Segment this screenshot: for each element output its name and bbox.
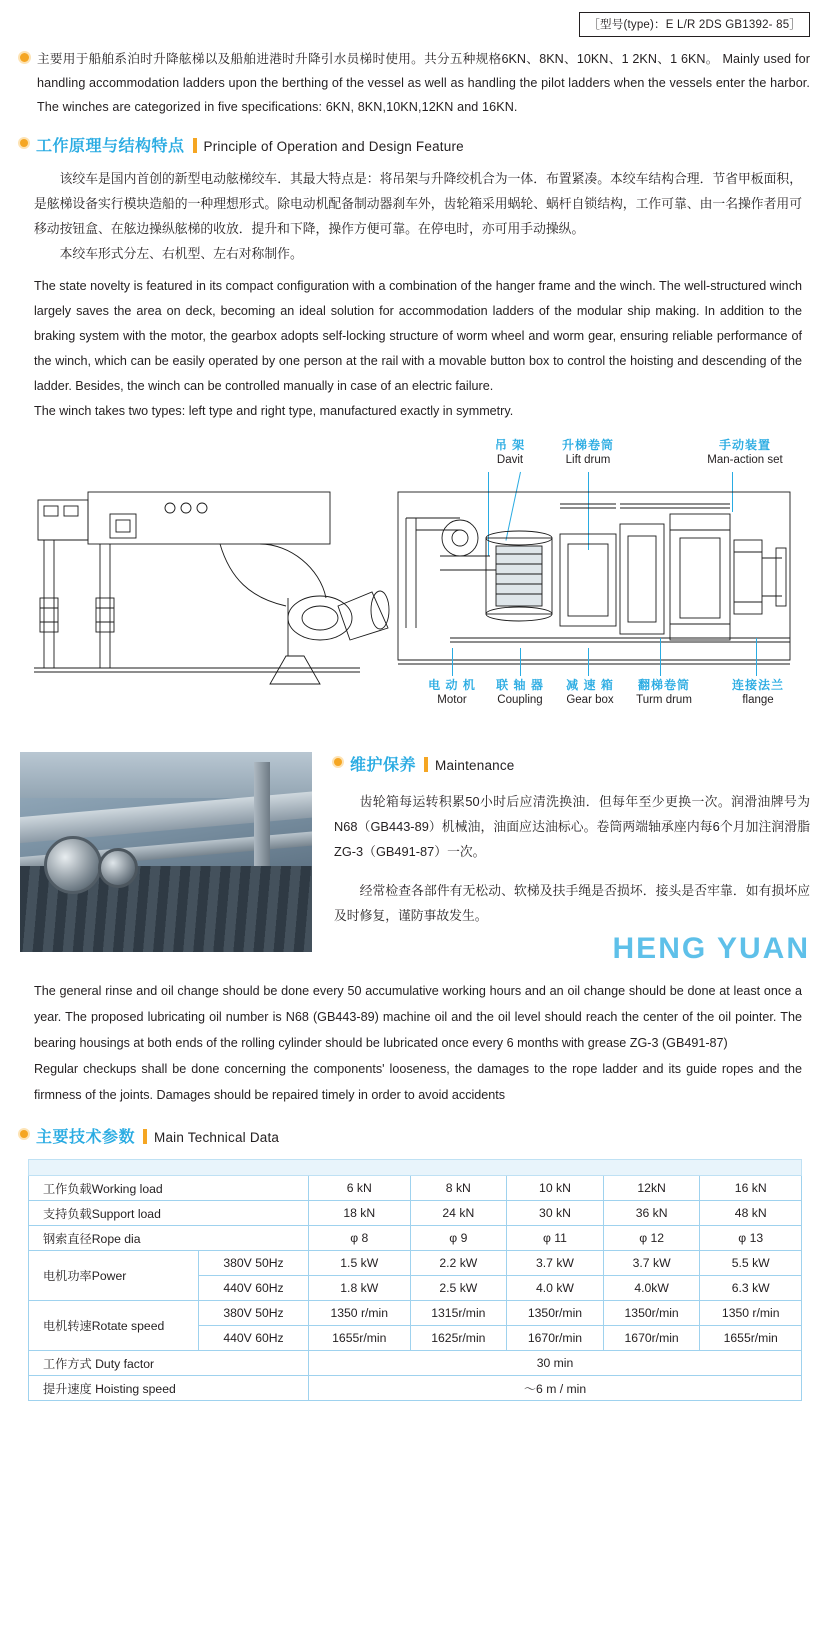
- leader-line: [660, 638, 661, 676]
- maintenance-heading: [334, 752, 810, 775]
- row-value: ～6 m / min: [309, 1376, 802, 1401]
- diagram-label-flange: [714, 678, 802, 708]
- table-band-cell: [29, 1160, 802, 1176]
- photo-drum-secondary: [98, 848, 138, 888]
- row-label: 电机转速Rotate speed: [29, 1301, 199, 1351]
- tech-heading-cn: 主要技术参数: [36, 1129, 136, 1146]
- leader-line: [452, 648, 453, 676]
- maintenance-heading-en: Maintenance: [435, 758, 515, 773]
- tech-heading: [20, 1124, 810, 1147]
- maintenance-en-p1: The general rinse and oil change should be done every 50 accumulative working hours and an oil change should be done at least once a year. The proposed lubricating oil number is N68 (GB443-89) machine oil and the oil level should reach the center of the oil pointer. The bearing housings at both ends of the rolling cylinder should be lubricated once every 6 months with grease ZG-3 (GB491-87): [34, 984, 802, 1050]
- diagram-label-lift-drum: [540, 438, 636, 468]
- row-sublabel: 440V 60Hz: [199, 1326, 309, 1351]
- row-value: 1670r/min: [507, 1326, 604, 1351]
- intro-block: [20, 47, 810, 119]
- row-value: φ 11: [507, 1226, 604, 1251]
- row-value: 24 kN: [410, 1201, 507, 1226]
- label-en: flange: [742, 694, 774, 706]
- maintenance-cn-p2: 经常检查各部件有无松动、软梯及扶手绳是否损坏．接头是否牢靠．如有损坏应及时修复，谨防事故发生。: [334, 883, 810, 923]
- label-en: Coupling: [497, 694, 543, 706]
- row-label: 钢索直径Rope dia: [29, 1226, 309, 1251]
- row-value: 5.5 kW: [700, 1251, 802, 1276]
- row-value: 3.7 kW: [603, 1251, 700, 1276]
- principle-heading-text: [36, 133, 464, 156]
- maintenance-text-column: [312, 752, 810, 965]
- label-cn: 减 速 箱: [566, 678, 614, 692]
- tech-heading-text: [36, 1124, 279, 1147]
- principle-en-p1: The state novelty is featured in its compact configuration with a combination of the hanger frame and the winch. The well-structured winch largely saves the area on deck, becoming an ideal solution for accommodation ladders of the modular ship making. In addition to the braking system with the motor, the gearbox adopts self-locking structure of worm wheel and worm gear, ensuring reliable performance of the winch, which can be easily operated by one person at the rail with a movable button box to control the hoisting and descending of the ladder. Besides, the winch can be controlled manually in case of an electric failure.: [34, 279, 802, 393]
- leader-line: [588, 648, 589, 676]
- row-label: 工作方式 Duty factor: [29, 1351, 309, 1376]
- label-cn: 翻梯卷筒: [637, 678, 690, 692]
- row-value: φ 12: [603, 1226, 700, 1251]
- tech-table-wrap: [20, 1159, 810, 1401]
- row-value: 4.0kW: [603, 1276, 700, 1301]
- brand-watermark: HENG YUAN: [612, 932, 810, 965]
- row-label: 支持负载Support load: [29, 1201, 309, 1226]
- row-value: 4.0 kW: [507, 1276, 604, 1301]
- row-value: 1315r/min: [410, 1301, 507, 1326]
- bullet-icon: [334, 758, 342, 766]
- row-value: 1.8 kW: [309, 1276, 411, 1301]
- label-cn: 电 动 机: [428, 678, 476, 692]
- leader-line: [756, 638, 757, 676]
- principle-heading: [20, 133, 810, 156]
- label-en: Davit: [496, 454, 524, 466]
- row-value: 6.3 kW: [700, 1276, 802, 1301]
- row-value: 1670r/min: [603, 1326, 700, 1351]
- bullet-icon: [20, 1130, 28, 1138]
- label-en: Gear box: [566, 694, 614, 706]
- row-value: 2.5 kW: [410, 1276, 507, 1301]
- heading-separator-icon: [193, 138, 197, 153]
- table-band-row: [29, 1160, 802, 1176]
- intro-cn: 主要用于船舶系泊时升降舷梯以及船舶进港时升降引水员梯时使用。共分五种规格6KN、8KN、10KN、1 2KN、1 6KN。: [37, 52, 719, 66]
- row-value: 3.7 kW: [507, 1251, 604, 1276]
- label-cn: 吊 架: [494, 438, 526, 452]
- row-label: 工作负载Working load: [29, 1176, 309, 1201]
- row-value: φ 9: [410, 1226, 507, 1251]
- intro-en: Mainly used for handling accommodation ladders upon the berthing of the vessel as well as handling the pilot ladders when the vessels enter the harbor. The winches are categorized in five specifications: 6KN, 8KN,10KN,12KN and 16KN.: [37, 52, 810, 114]
- table-row: [29, 1176, 802, 1201]
- row-value: 1655r/min: [700, 1326, 802, 1351]
- table-row: [29, 1351, 802, 1376]
- row-value: 30 min: [309, 1351, 802, 1376]
- maintenance-section: [20, 752, 810, 965]
- label-cn: 升梯卷筒: [561, 438, 614, 452]
- row-sublabel: 440V 60Hz: [199, 1276, 309, 1301]
- type-badge: ［型号(type)：E L/R 2DS GB1392- 85］: [579, 12, 810, 37]
- heading-separator-icon: [424, 757, 428, 772]
- row-value: 10 kN: [507, 1176, 604, 1201]
- winch-diagram: [20, 438, 810, 738]
- table-row: [29, 1301, 802, 1326]
- principle-cn-p1: 该绞车是国内首创的新型电动舷梯绞车．其最大特点是：将吊架与升降绞机合为一体．布置紧凑。本绞车结构合理．节省甲板面积，是舷梯设备实行模块造船的一种理想形式。除电动机配备制动器刹车外，齿轮箱采用蜗轮、蜗杆自锁结构，工作可靠、由一名操作者用可移动按钮盒、在舷边操纵舷梯的收放．提升和下降，操作方便可靠。在停电时，亦可用手动操纵。: [34, 171, 802, 236]
- row-sublabel: 380V 50Hz: [199, 1301, 309, 1326]
- principle-cn-p2: 本绞车形式分左、右机型、左右对称制作。: [59, 246, 303, 261]
- intro-text: [37, 47, 810, 119]
- principle-en-p2: The winch takes two types: left type and right type, manufactured exactly in symmetry.: [34, 404, 514, 418]
- row-value: 36 kN: [603, 1201, 700, 1226]
- row-label: 提升速度 Hoisting speed: [29, 1376, 309, 1401]
- row-value: 6 kN: [309, 1176, 411, 1201]
- photo-post: [254, 762, 270, 882]
- row-value: 1.5 kW: [309, 1251, 411, 1276]
- label-en: Man-action set: [707, 454, 783, 466]
- principle-heading-en: Principle of Operation and Design Feature: [203, 139, 464, 154]
- bullet-icon: [20, 139, 28, 147]
- table-row: [29, 1251, 802, 1276]
- label-cn: 联 轴 器: [496, 678, 544, 692]
- row-value: 1350 r/min: [700, 1301, 802, 1326]
- row-value: 2.2 kW: [410, 1251, 507, 1276]
- row-value: 18 kN: [309, 1201, 411, 1226]
- row-label: 电机功率Power: [29, 1251, 199, 1301]
- label-en: Motor: [437, 694, 467, 706]
- diagram-label-davit: [475, 438, 545, 468]
- bullet-icon: [20, 53, 29, 62]
- label-en: Lift drum: [565, 454, 611, 466]
- table-row: [29, 1376, 802, 1401]
- label-cn: 手动装置: [718, 438, 771, 452]
- photo-drum: [44, 836, 102, 894]
- row-value: φ 13: [700, 1226, 802, 1251]
- product-photo: [20, 752, 312, 952]
- maintenance-cn-p1: 齿轮箱每运转积累50小时后应清洗换油．但每年至少更换一次。润滑油牌号为N68（GB443-89）机械油，油面应达油标心。卷筒两端轴承座内每6个月加注润滑脂ZG-3（GB491-87）一次。: [334, 794, 810, 859]
- maintenance-en-p2: Regular checkups shall be done concerning the components' looseness, the damages to the rope ladder and its guide ropes and the firmness of the joints. Damages should be repaired timely in order to avoid accidents: [34, 1062, 802, 1102]
- table-row: [29, 1201, 802, 1226]
- row-sublabel: 380V 50Hz: [199, 1251, 309, 1276]
- row-value: 1350r/min: [603, 1301, 700, 1326]
- diagram-label-turm-drum: [620, 678, 708, 708]
- row-value: 48 kN: [700, 1201, 802, 1226]
- row-value: φ 8: [309, 1226, 411, 1251]
- table-row: [29, 1226, 802, 1251]
- row-value: 1350 r/min: [309, 1301, 411, 1326]
- label-cn: 连接法兰: [731, 678, 784, 692]
- diagram-label-man-action-set: [680, 438, 810, 468]
- row-value: 30 kN: [507, 1201, 604, 1226]
- tech-heading-en: Main Technical Data: [154, 1130, 280, 1145]
- principle-heading-cn: 工作原理与结构特点: [36, 138, 185, 155]
- row-value: 1625r/min: [410, 1326, 507, 1351]
- row-value: 12kN: [603, 1176, 700, 1201]
- maintenance-heading-cn: 维护保养: [350, 757, 417, 774]
- maintenance-heading-text: [350, 752, 515, 775]
- row-value: 8 kN: [410, 1176, 507, 1201]
- row-value: 1655r/min: [309, 1326, 411, 1351]
- heading-separator-icon: [143, 1129, 147, 1144]
- leader-line: [520, 648, 521, 676]
- technical-data-table: [28, 1159, 802, 1401]
- row-value: 16 kN: [700, 1176, 802, 1201]
- type-badge-row: [20, 0, 810, 37]
- row-value: 1350r/min: [507, 1301, 604, 1326]
- label-en: Turm drum: [636, 694, 692, 706]
